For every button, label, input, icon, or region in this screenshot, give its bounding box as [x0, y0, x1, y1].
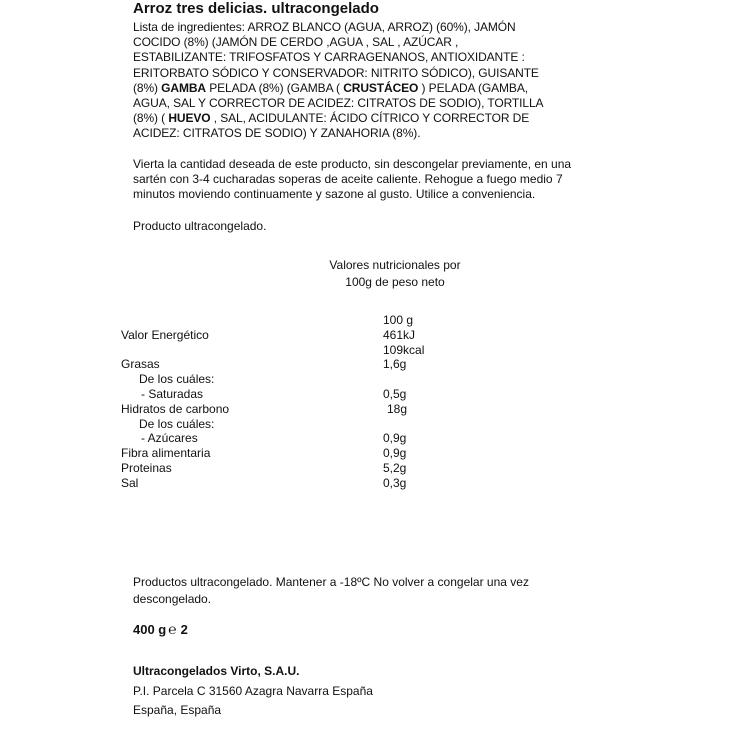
company-address: P.I. Parcela C 31560 Azagra Navarra España	[133, 683, 373, 698]
nutrition-row	[121, 431, 541, 446]
nutrition-label: Fibra alimentaria	[121, 446, 211, 461]
ingredients-line	[133, 81, 603, 96]
company-name: Ultracongelados Virto, S.A.U.	[133, 664, 300, 678]
nutrition-row	[121, 357, 541, 372]
ingredient-text: ACIDEZ: CITRATOS DE SODIO) Y ZANAHORIA (8%).	[133, 126, 421, 141]
ingredients-line	[133, 20, 603, 35]
allergen-text: CRUSTÁCEO	[343, 80, 419, 95]
nutrition-label: De los cuáles:	[139, 416, 215, 431]
nutrition-row	[121, 446, 541, 461]
nutrition-row	[121, 417, 541, 432]
company-info	[133, 662, 373, 721]
instructions-line: sartén con 3-4 cucharadas soperas de aceite caliente. Rehogue a fuego medio 7	[133, 172, 563, 187]
nutrition-label: Proteinas	[121, 460, 172, 475]
nutrition-label: Grasas	[121, 357, 160, 372]
ingredients-line	[133, 126, 603, 141]
net-weight	[133, 621, 188, 638]
nutrition-row	[121, 476, 541, 491]
ingredient-text: COCIDO (8%) (JAMÓN DE CERDO ,AGUA , SAL , AZÚCAR ,	[133, 35, 459, 50]
nutrition-value: 461kJ	[383, 327, 416, 342]
nutrition-value: 0,9g	[383, 431, 407, 446]
estimated-sign-icon: ℮	[168, 621, 177, 637]
storage-instructions	[133, 574, 603, 607]
nutrition-row	[121, 343, 541, 358]
nutrition-label: - Azúcares	[141, 431, 198, 446]
nutrition-label: Sal	[121, 475, 139, 490]
nutrition-row	[121, 372, 541, 387]
nutrition-row	[121, 461, 541, 476]
allergen-text: GAMBA	[161, 80, 207, 95]
ingredient-text: , SAL, ACIDULANTE: ÁCIDO CÍTRICO Y CORRECTOR DE	[210, 111, 530, 126]
nutrition-row	[121, 387, 541, 402]
nutrition-value: 0,3g	[383, 475, 407, 490]
company-country: España, España	[133, 703, 222, 717]
nutrition-label: Valor Energético	[121, 327, 209, 342]
ingredients-line	[133, 96, 603, 111]
nutrition-table	[121, 313, 541, 491]
ingredients-line	[133, 66, 603, 81]
allergen-text: HUEVO	[168, 111, 211, 126]
storage-line: Productos ultracongelado. Mantener a -18ºC No volver a congelar una vez	[133, 575, 529, 589]
nutrition-row	[121, 402, 541, 417]
nutrition-label: - Saturadas	[141, 386, 204, 401]
instructions-line: minutos moviendo continuamente y sazone al gusto. Utilice a conveniencia.	[133, 187, 536, 202]
ingredient-text: PELADA (8%) (GAMBA (	[206, 80, 344, 95]
ingredients-line	[133, 50, 603, 65]
nutrition-label: De los cuáles:	[139, 372, 215, 387]
nutrition-header	[300, 257, 490, 291]
net-weight-count: 2	[180, 622, 188, 637]
product-title: Arroz tres delicias. ultracongelado	[133, 0, 379, 17]
ingredient-text: ) PELADA (GAMBA,	[418, 80, 528, 95]
nutrition-column-header: 100 g	[383, 313, 414, 327]
ingredient-text: ESTABILIZANTE: TRIFOSFATOS Y CARRAGENANOS, ANTIOXIDANTE :	[133, 50, 525, 65]
nutrition-value: 0,5g	[383, 386, 407, 401]
nutrition-value: 5,2g	[383, 460, 407, 475]
ingredients-list	[133, 20, 603, 142]
ingredients-line	[133, 111, 603, 126]
ingredient-text: (8%) (	[133, 111, 169, 126]
ingredient-text: Lista de ingredientes: ARROZ BLANCO (AGUA, ARROZ) (60%), JAMÓN	[133, 20, 516, 34]
ingredient-text: ERITORBATO SÓDICO Y CONSERVADOR: NITRITO SÓDICO), GUISANTE	[133, 65, 539, 80]
ingredient-text: AGUA, SAL Y CORRECTOR DE ACIDEZ: CITRATOS DE SODIO), TORTILLA	[133, 96, 544, 111]
storage-line: descongelado.	[133, 591, 212, 606]
nutrition-label: Hidratos de carbono	[121, 401, 230, 416]
nutrition-row	[121, 328, 541, 343]
preparation-instructions	[133, 157, 613, 203]
nutrition-value: 1,6g	[383, 357, 407, 372]
product-type: Producto ultracongelado.	[133, 219, 267, 233]
nutrition-value: 109kcal	[383, 342, 425, 357]
ingredients-line	[133, 35, 603, 50]
nutrition-column-header-row	[121, 313, 541, 328]
nutrition-header-line: Valores nutricionales por	[329, 258, 461, 272]
nutrition-value: 0,9g	[383, 446, 407, 461]
instructions-line: Vierta la cantidad deseada de este producto, sin descongelar previamente, en una	[133, 157, 572, 171]
nutrition-value: 18g	[387, 401, 408, 416]
nutrition-header-line: 100g de peso neto	[345, 275, 445, 289]
ingredient-text: (8%)	[133, 80, 162, 95]
net-weight-amount: 400 g	[133, 622, 167, 637]
